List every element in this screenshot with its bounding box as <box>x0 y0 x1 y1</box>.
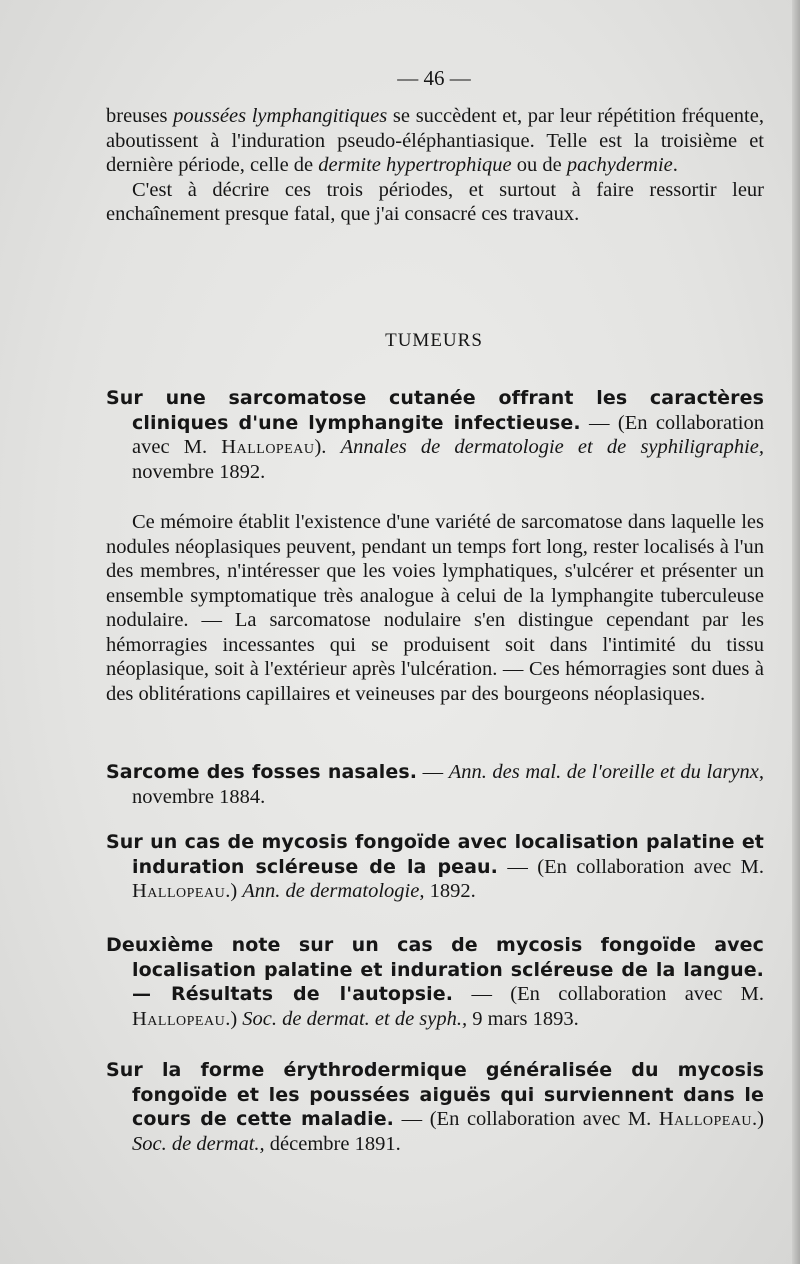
entry-4-citation: Deuxième note sur un cas de mycosis fongoïde avec localisation palatine et induration scléreuse de la langue. — Résultats de l'autopsie. — (En collaboration avec M. Hallopeau.) Soc. de dermat. et de syph., 9 mars 1893. <box>106 934 765 1030</box>
entry-1-citation: Sur une sarcomatose cutanée offrant les caractères cliniques d'une lymphangite infectieuse. — (En collaboration avec M. Hallopeau). Annales de dermatologie et de syphiligraphie, novembre 1892. <box>106 387 765 483</box>
intro-paragraph-2: C'est à décrire ces trois périodes, et surtout à faire ressortir leur enchaînement presque fatal, que j'ai consacré ces travaux. <box>106 178 764 225</box>
author-name: Hallopeau <box>132 880 226 902</box>
entry-title: Sur une sarcomatose cutanée offrant les caractères cliniques d'une lymphangite infectieuse. <box>106 387 764 434</box>
intro-paragraph-1: breuses poussées lymphangitiques se succèdent et, par leur répétition fréquente, aboutissent à l'induration pseudo-éléphantiasique. Telle est la troisième et dernière période, celle de dermite hypertrophique ou de pachydermie. <box>106 105 764 176</box>
entry-title: Sur la forme érythrodermique généralisée du mycosis fongoïde et les poussées aiguës qui surviennent dans le cours de cette maladie. <box>106 1059 764 1130</box>
journal-name: Soc. de dermat., <box>132 1132 265 1155</box>
memoir-paragraph: Ce mémoire établit l'existence d'une variété de sarcomatose dans laquelle les nodules néoplasiques peuvent, pendant un temps fort long, rester localisés à l'un des membres, n'intéresser que les voies lymphatiques, s'ulcérer et présenter un ensemble symptomatique très analogue à celui de la lymphangite tuberculeuse nodulaire. — La sarcomatose nodulaire s'en distingue cependant par les hémorragies incessantes qui se produisent soit dans l'intimité du tissu néoplasique, soit à l'extérieur après l'ulcération. — Ces hémorragies sont dues à des oblitérations capillaires et veineuses par des bourgeons néoplasiques. <box>106 511 764 705</box>
author-name: Hallopeau <box>658 1108 753 1130</box>
entry-title: Deuxième note sur un cas de mycosis fongoïde avec localisation palatine et induration scléreuse de la langue. — Résultats de l'autopsie. <box>106 934 764 1005</box>
entry-5-citation: Sur la forme érythrodermique généralisée du mycosis fongoïde et les poussées aiguës qui surviennent dans le cours de cette maladie. — (En collaboration avec M. Hallopeau.) Soc. de dermat., décembre 1891. <box>106 1059 764 1155</box>
journal-name: Ann. des mal. de l'oreille et du larynx, <box>448 761 764 783</box>
page-edge-shadow <box>792 0 800 1264</box>
section-title: TUMEURS <box>385 330 483 351</box>
entry-3-citation: Sur un cas de mycosis fongoïde avec localisation palatine et induration scléreuse de la peau. — (En collaboration avec M. Hallopeau.) Ann. de dermatologie, 1892. <box>106 831 765 902</box>
journal-name: Soc. de dermat. et de syph., <box>242 1007 468 1030</box>
memoir-summary <box>106 510 764 706</box>
author-name: Hallopeau <box>221 436 315 458</box>
entry-5 <box>106 1058 764 1156</box>
author-name: Hallopeau <box>132 1007 226 1030</box>
entry-title: Sur un cas de mycosis fongoïde avec localisation palatine et induration scléreuse de la peau. <box>106 831 764 878</box>
entry-3 <box>106 830 764 904</box>
entry-4 <box>106 933 764 1031</box>
page-number: — 46 — <box>397 66 471 90</box>
entry-title: Sarcome des fosses nasales. <box>106 761 418 783</box>
entry-2 <box>106 760 764 809</box>
journal-name: Ann. de dermatologie, <box>242 880 425 902</box>
intro-block <box>106 104 764 227</box>
entry-2-citation: Sarcome des fosses nasales. — Ann. des mal. de l'oreille et du larynx, novembre 1884. <box>106 761 764 808</box>
journal-name: Annales de dermatologie et de syphiligraphie, <box>340 436 765 458</box>
entry-1 <box>106 386 764 484</box>
